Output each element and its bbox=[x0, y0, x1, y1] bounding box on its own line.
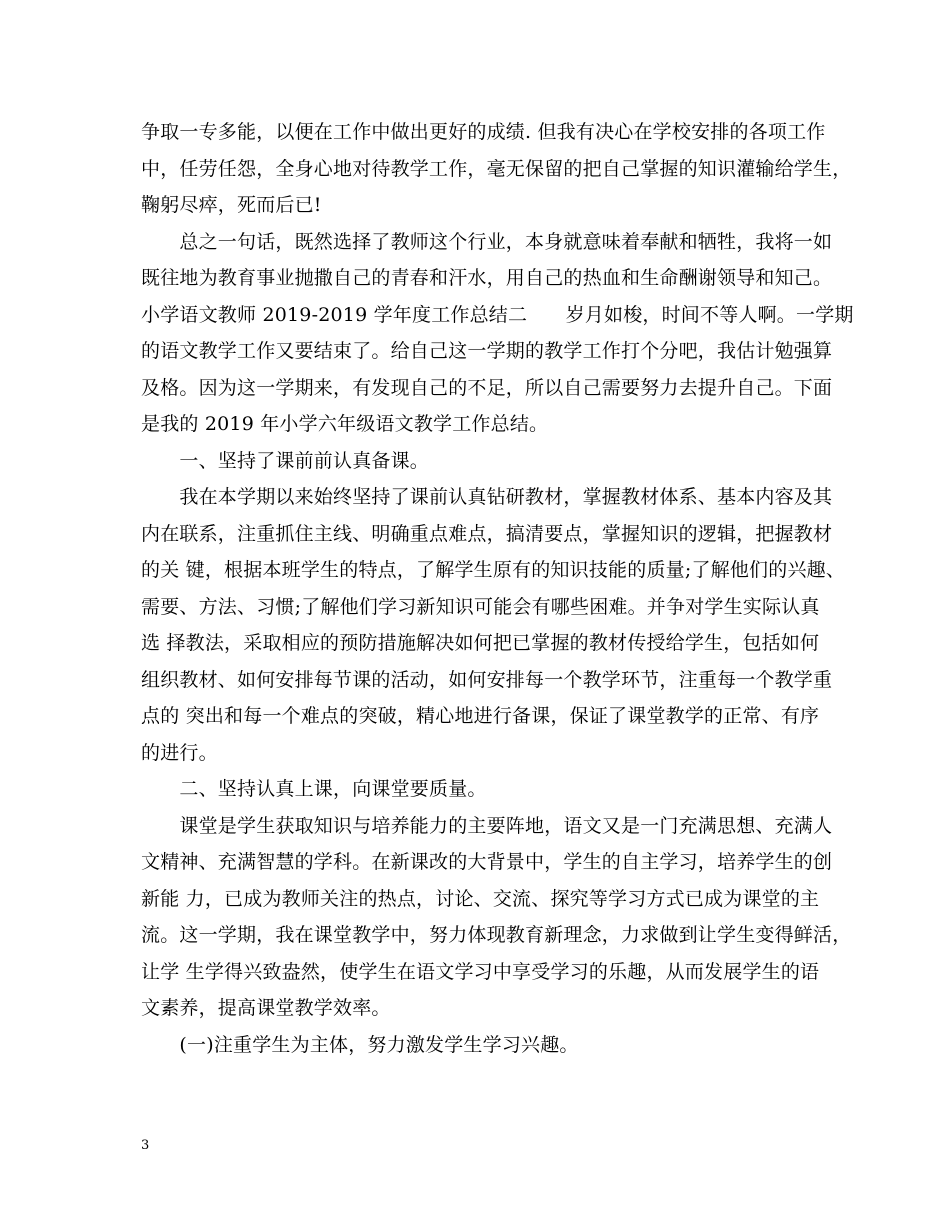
text-line: 点的 突出和每一个难点的突破，精心地进行备课，保证了课堂教学的正常、有序 bbox=[141, 705, 820, 727]
text-line: 鞠躬尽瘁，死而后已! bbox=[141, 194, 322, 216]
text-line: 既往地为教育事业抛撒自己的青春和汗水，用自己的热血和生命酬谢领导和知己。 bbox=[141, 267, 833, 289]
text-line: 让学 生学得兴致盎然，使学生在语文学习中享受学习的乐趣，从而发展学生的语 bbox=[141, 961, 820, 983]
text-line: 的关 键，根据本班学生的特点，了解学生原有的知识技能的质量;了解他们的兴趣、 bbox=[141, 559, 846, 581]
text-line: 我在本学期以来始终坚持了课前认真钻研教材，掌握教材体系、基本内容及其 bbox=[141, 486, 833, 508]
text-line: 小学语文教师 2019-2019 学年度工作总结二 岁月如梭，时间不等人啊。一学期 bbox=[141, 304, 854, 326]
page-number: 3 bbox=[141, 1138, 150, 1153]
text-line: 需要、方法、习惯;了解他们学习新知识可能会有哪些困难。并争对学生实际认真 bbox=[141, 596, 820, 618]
text-line: 课堂是学生获取知识与培养能力的主要阵地，语文又是一门充满思想、充满人 bbox=[141, 815, 833, 837]
text-line: 文精神、充满智慧的学科。在新课改的大背景中，学生的自主学习，培养学生的创 bbox=[141, 851, 833, 873]
text-line: 总之一句话，既然选择了教师这个行业，本身就意味着奉献和牺牲，我将一如 bbox=[141, 231, 833, 253]
subsection-heading: (一)注重学生为主体，努力激发学生学习兴趣。 bbox=[141, 1034, 579, 1056]
text-line: 的语文教学工作又要结束了。给自己这一学期的教学工作打个分吧，我估计勉强算 bbox=[141, 340, 833, 362]
text-line: 是我的 2019 年小学六年级语文教学工作总结。 bbox=[141, 413, 549, 435]
text-line: 组织教材、如何安排每节课的活动，如何安排每一个教学环节，注重每一个教学重 bbox=[141, 669, 833, 691]
text-line: 新能 力，已成为教师关注的热点，讨论、交流、探究等学习方式已成为课堂的主 bbox=[141, 888, 820, 910]
text-line: 内在联系，注重抓住主线、明确重点难点，搞清要点，掌握知识的逻辑，把握教材 bbox=[141, 523, 833, 545]
text-line: 及格。因为这一学期来，有发现自己的不足，所以自己需要努力去提升自己。下面 bbox=[141, 377, 833, 399]
section-heading: 一、坚持了课前前认真备课。 bbox=[141, 450, 430, 472]
text-line: 文素养，提高课堂教学效率。 bbox=[141, 997, 391, 1019]
text-line: 中，任劳任怨，全身心地对待教学工作，毫无保留的把自己掌握的知识灌输给学生， bbox=[141, 158, 852, 180]
text-line: 选 择教法，采取相应的预防措施解决如何把已掌握的教材传授给学生，包括如何 bbox=[141, 632, 820, 654]
section-heading: 二、坚持认真上课，向课堂要质量。 bbox=[141, 778, 487, 800]
text-line: 争取一专多能，以便在工作中做出更好的成绩. 但我有决心在学校安排的各项工作 bbox=[141, 121, 826, 143]
text-line: 流。这一学期，我在课堂教学中，努力体现教育新理念，力求做到让学生变得鲜活， bbox=[141, 924, 852, 946]
text-line: 的进行。 bbox=[141, 742, 218, 764]
